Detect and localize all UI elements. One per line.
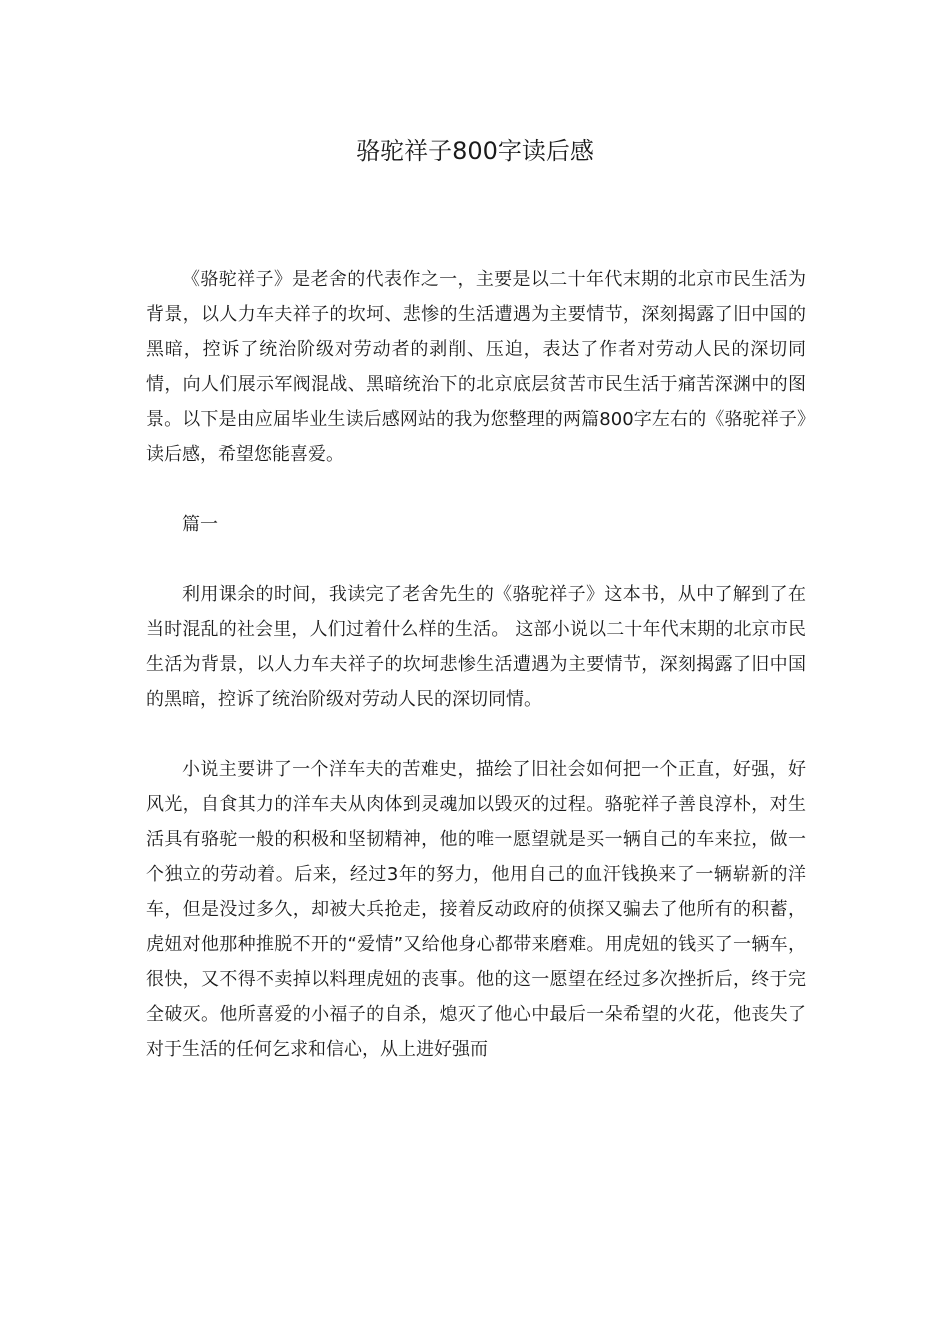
intro-paragraph: 《骆驼祥子》是老舍的代表作之一，主要是以二十年代末期的北京市民生活为背景，以人力车夫祥子的坎坷、悲惨的生活遭遇为主要情节，深刻揭露了旧中国的黑暗，控诉了统治阶级对劳动者的剥削、压迫，表达了作者对劳动人民的深切同情，向人们展示军阀混战、黑暗统治下的北京底层贫苦市民生活于痛苦深渊中的图景。以下是由应届毕业生读后感网站的我为您整理的两篇800字左右的《骆驼祥子》读后感，希望您能喜爱。	[146, 269, 806, 465]
section-heading: 篇一	[182, 514, 218, 535]
paragraph-1: 利用课余的时间，我读完了老舍先生的《骆驼祥子》这本书，从中了解到了在当时混乱的社会里，人们过着什么样的生活。 这部小说以二十年代末期的北京市民生活为背景，以人力车夫祥子的坎坷悲惨生活遭遇为主要情节，深刻揭露了旧中国的黑暗，控诉了统治阶级对劳动人民的深切同情。	[146, 584, 806, 710]
paragraph-2: 小说主要讲了一个洋车夫的苦难史，描绘了旧社会如何把一个正直，好强，好风光，自食其力的洋车夫从肉体到灵魂加以毁灭的过程。骆驼祥子善良淳朴，对生活具有骆驼一般的积极和坚韧精神，他的唯一愿望就是买一辆自己的车来拉，做一个独立的劳动着。后来，经过3年的努力，他用自己的血汗钱换来了一辆崭新的洋车，但是没过多久，却被大兵抢走，接着反动政府的侦探又骗去了他所有的积蓄，虎妞对他那种推脱不开的“爱情”又给他身心都带来磨难。用虎妞的钱买了一辆车，很快，又不得不卖掉以料理虎妞的丧事。他的这一愿望在经过多次挫折后，终于完全破灭。他所喜爱的小福子的自杀，熄灭了他心中最后一朵希望的火花，他丧失了对于生活的任何乞求和信心，从上进好强而	[146, 759, 806, 1060]
document-body	[146, 262, 806, 1067]
document-title: 骆驼祥子800字读后感	[356, 137, 594, 165]
